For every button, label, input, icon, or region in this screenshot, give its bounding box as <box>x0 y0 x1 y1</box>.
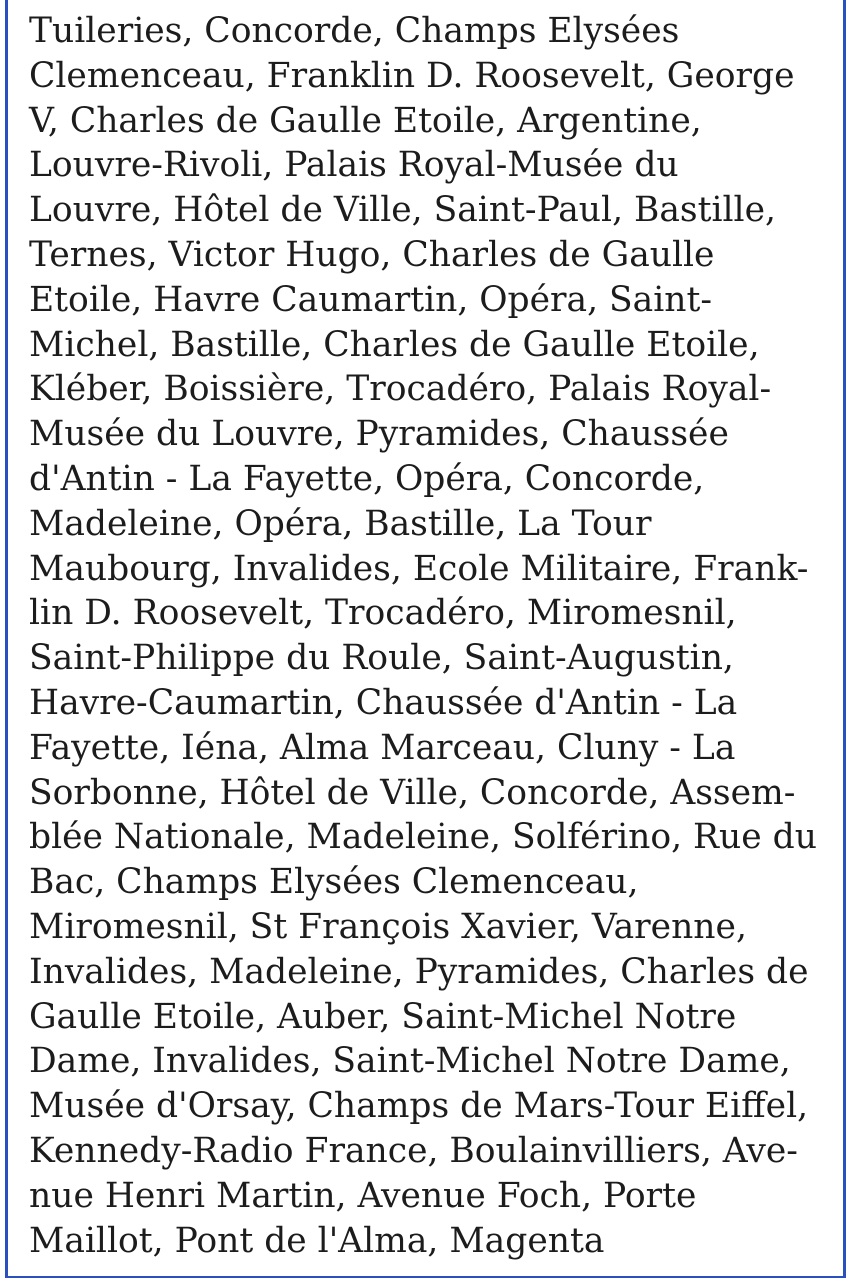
text-line: Kennedy-Radio France, Boulainvilliers, Ave- <box>29 1130 798 1171</box>
text-line: Bac, Champs Elysées Clemenceau, <box>29 862 639 903</box>
text-line: Ternes, Victor Hugo, Charles de Gaulle <box>29 234 715 275</box>
text-line: V, Charles de Gaulle Etoile, Argentine, <box>29 100 702 141</box>
text-line: Louvre, Hôtel de Ville, Saint-Paul, Bastille, <box>29 190 776 231</box>
text-line: Gaulle Etoile, Auber, Saint-Michel Notre <box>29 996 737 1037</box>
text-line: Maubourg, Invalides, Ecole Militaire, Frank- <box>29 548 809 589</box>
text-line: Clemenceau, Franklin D. Roosevelt, George <box>29 55 795 96</box>
text-line: Fayette, Iéna, Alma Marceau, Cluny - La <box>29 727 736 768</box>
text-line: Kléber, Boissière, Trocadéro, Palais Royal- <box>29 369 772 410</box>
text-line: Dame, Invalides, Saint-Michel Notre Dame, <box>29 1041 791 1082</box>
text-line: d'Antin - La Fayette, Opéra, Concorde, <box>29 458 705 499</box>
text-line: Louvre-Rivoli, Palais Royal-Musée du <box>29 145 679 186</box>
text-line: Michel, Bastille, Charles de Gaulle Etoile, <box>29 324 760 365</box>
text-line: Musée du Louvre, Pyramides, Chaussée <box>29 414 729 455</box>
text-line: Maillot, Pont de l'Alma, Magenta <box>29 1220 605 1261</box>
text-line: Sorbonne, Hôtel de Ville, Concorde, Assem- <box>29 772 796 813</box>
station-list-text <box>29 9 817 1263</box>
text-line: Saint-Philippe du Roule, Saint-Augustin, <box>29 638 734 679</box>
text-line: lin D. Roosevelt, Trocadéro, Miromesnil, <box>29 593 737 634</box>
text-line: Musée d'Orsay, Champs de Mars-Tour Eiffel, <box>29 1086 809 1127</box>
text-line: nue Henri Martin, Avenue Foch, Porte <box>29 1175 697 1216</box>
text-line: Etoile, Havre Caumartin, Opéra, Saint- <box>29 279 713 320</box>
text-line: Invalides, Madeleine, Pyramides, Charles de <box>29 951 809 992</box>
text-line: Madeleine, Opéra, Bastille, La Tour <box>29 503 652 544</box>
text-line: Miromesnil, St François Xavier, Varenne, <box>29 906 747 947</box>
text-line: Tuileries, Concorde, Champs Elysées <box>29 11 680 51</box>
text-line: Havre-Caumartin, Chaussée d'Antin - La <box>29 682 738 723</box>
text-line: blée Nationale, Madeleine, Solférino, Rue du <box>29 817 817 858</box>
